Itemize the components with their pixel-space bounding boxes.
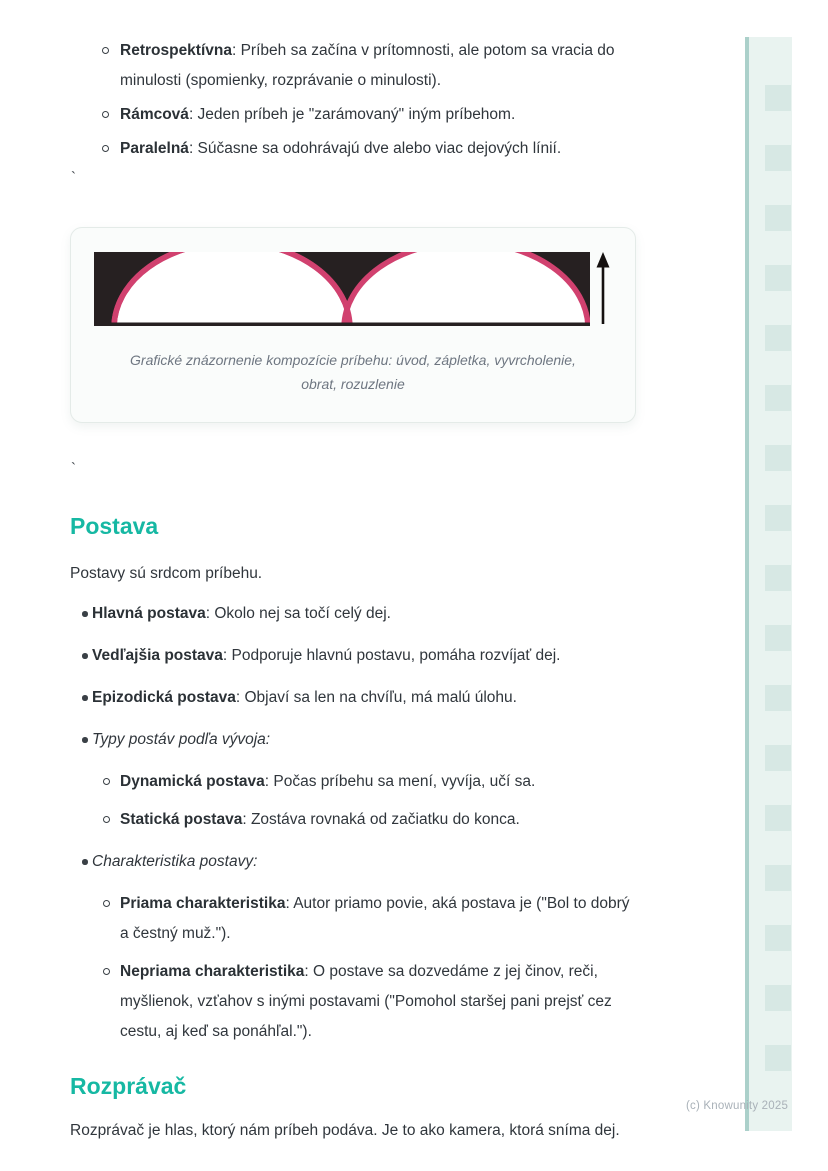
story-arc-diagram: [94, 252, 614, 330]
term-definition: : Zostáva rovnaká od začiatku do konca.: [242, 811, 520, 828]
list-item: [70, 36, 636, 96]
term-definition: : Podporuje hlavnú postavu, pomáha rozvíjať dej.: [222, 647, 561, 664]
term-label: Statická postava: [120, 811, 243, 828]
section-heading-rozpravac: Rozprávač: [70, 1073, 187, 1099]
figure-caption-line: Grafické znázornenie kompozície príbehu: úvod, zápletka, vyvrcholenie,: [130, 352, 576, 368]
term-label: Dynamická postava: [120, 773, 265, 790]
term-label: Nepriama charakteristika: [120, 963, 305, 980]
list-item: [70, 100, 636, 130]
term-definition: : Počas príbehu sa mení, vyvíja, učí sa.: [264, 773, 536, 790]
copyright-watermark: (c) Knowunity 2025: [686, 1100, 789, 1112]
characters-list: [70, 599, 636, 1047]
section-intro-text: Postavy sú srdcom príbehu.: [70, 565, 263, 582]
characterization-sublist: [92, 889, 636, 1047]
up-arrow-icon: [597, 252, 610, 324]
composition-types-list: [70, 36, 636, 164]
list-item: [92, 805, 636, 835]
stray-backtick: `: [71, 169, 76, 186]
composition-figure-card: [70, 227, 636, 423]
stray-backtick: `: [71, 460, 76, 477]
term-definition: : Príbeh sa začína v prítomnosti, ale potom sa vracia do minulosti (spomienky, rozprávanie o minulosti).: [120, 42, 615, 89]
term-definition: : Okolo nej sa točí celý dej.: [205, 605, 391, 622]
sub-group-label: Typy postáv podľa vývoja:: [92, 731, 271, 748]
term-definition: : Jeden príbeh je "zarámovaný" iným príbehom.: [188, 106, 516, 123]
list-item: [92, 767, 636, 797]
list-item: [92, 957, 636, 1047]
term-label: Vedľajšia postava: [92, 647, 223, 664]
term-definition: : O postave sa dozvedáme z jej činov, reči, myšlienok, vzťahov s inými postavami ("Pomohol staršej pani prejsť cez cestu, aj keď sa ponáhľal.").: [120, 963, 612, 1040]
list-item: [70, 683, 636, 713]
list-item: [70, 641, 636, 671]
term-definition: : Objaví sa len na chvíľu, má malú úlohu.: [235, 689, 517, 706]
notes-page-content: [70, 36, 636, 1146]
figure-caption-line: obrat, rozuzlenie: [301, 376, 405, 392]
term-label: Rámcová: [120, 106, 189, 123]
list-item: [70, 847, 636, 1047]
term-label: Retrospektívna: [120, 42, 232, 59]
development-types-sublist: [92, 767, 636, 835]
list-item: [70, 725, 636, 835]
term-label: Priama charakteristika: [120, 895, 286, 912]
term-definition: : Autor priamo povie, aká postava je ("Bol to dobrý a čestný muž.").: [120, 895, 630, 942]
term-label: Hlavná postava: [92, 605, 206, 622]
section-intro-text: Rozprávač je hlas, ktorý nám príbeh podáva. Je to ako kamera, ktorá sníma dej.: [70, 1122, 620, 1139]
term-definition: : Súčasne sa odohrávajú dve alebo viac dejových línií.: [188, 140, 562, 157]
list-item: [70, 599, 636, 629]
figure-caption: [94, 348, 635, 396]
section-heading-postava: Postava: [70, 513, 159, 539]
list-item: [70, 134, 636, 164]
sub-group-label: Charakteristika postavy:: [92, 853, 258, 870]
term-label: Epizodická postava: [92, 689, 236, 706]
term-label: Paralelná: [120, 140, 189, 157]
list-item: [92, 889, 636, 949]
decorative-side-stripe: [745, 37, 792, 1131]
